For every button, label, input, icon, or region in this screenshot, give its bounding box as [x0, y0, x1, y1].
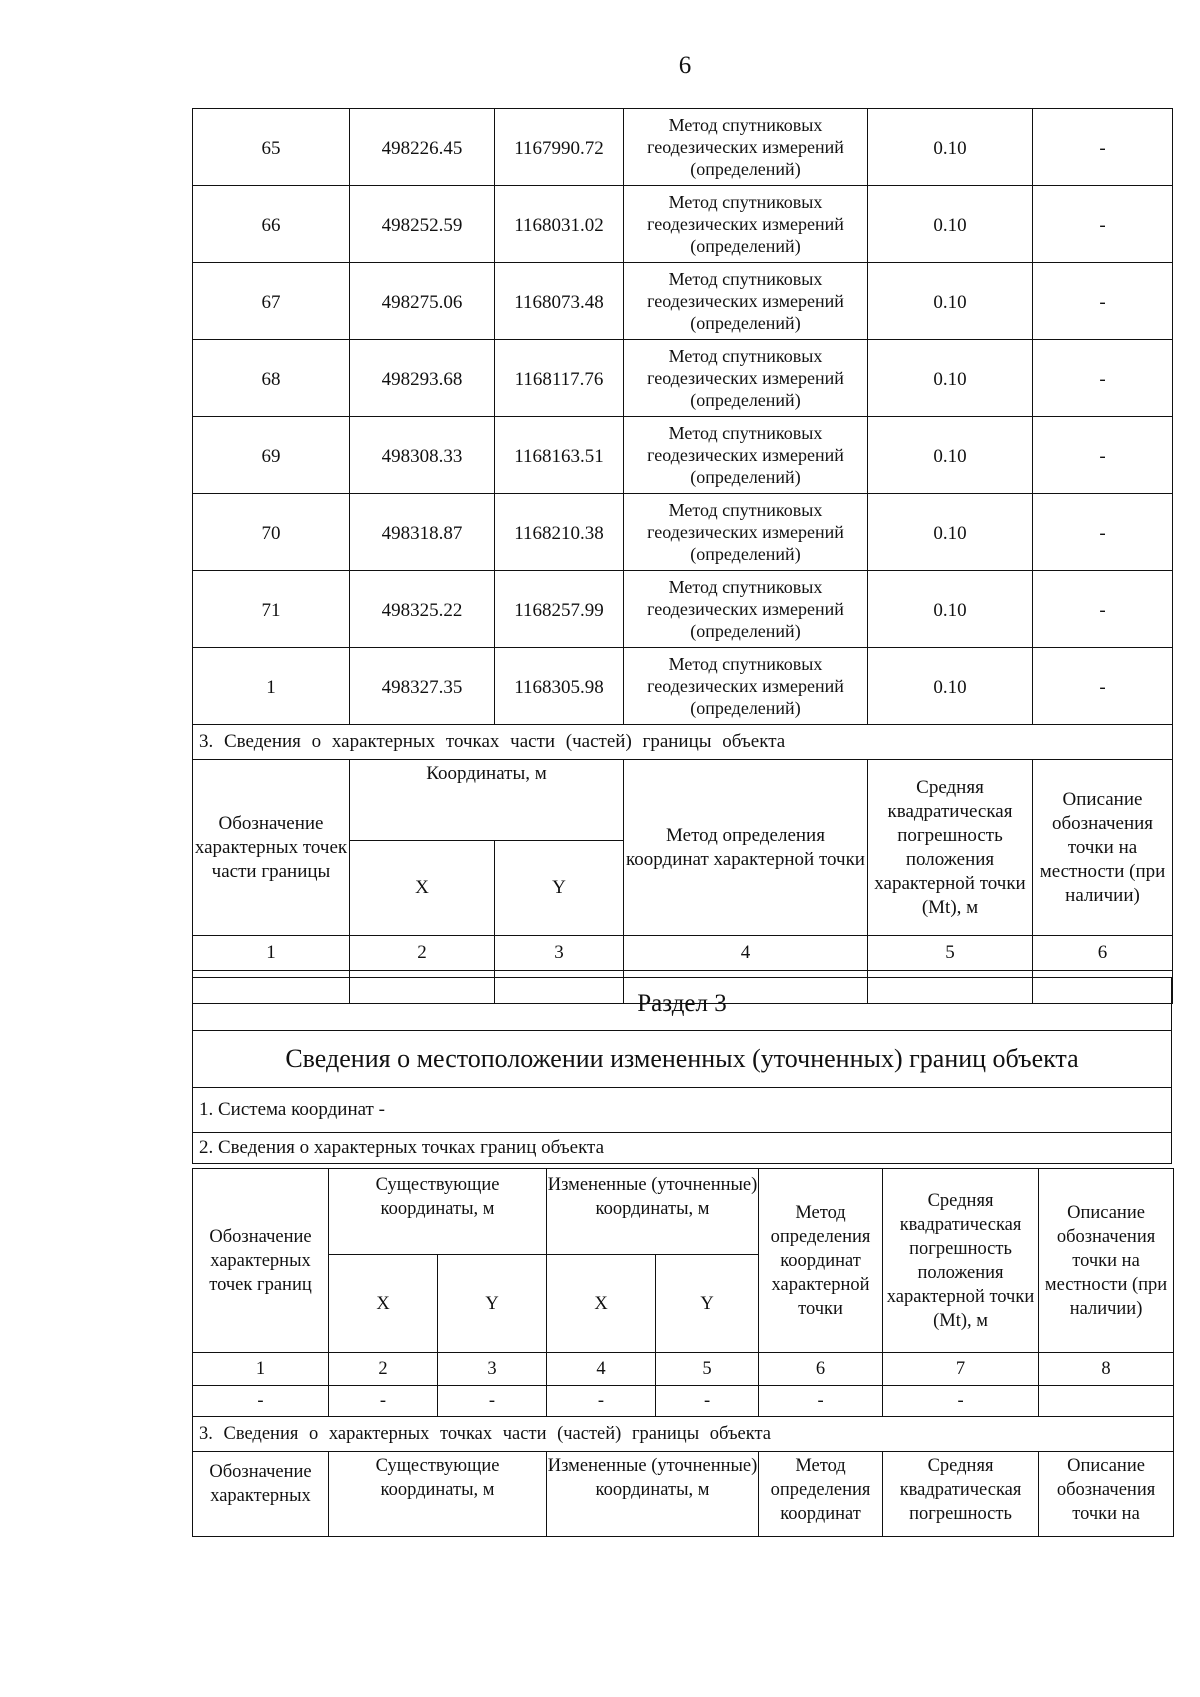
- s3-header-method: Метод определения координат характерной точки: [759, 1169, 883, 1353]
- description: -: [1033, 340, 1173, 417]
- coord-x: 498325.22: [350, 571, 495, 648]
- s3-part-header-mt: Средняя квадратическая погрешность: [883, 1452, 1039, 1537]
- s3-empty-cell: -: [438, 1386, 547, 1417]
- method-text: Метод спутниковых геодезических измерений (определений): [624, 571, 868, 648]
- part-points-title: 3. Сведения о характерных точках части (частей) границы объекта: [193, 725, 1173, 760]
- description: -: [1033, 186, 1173, 263]
- coord-x: 498327.35: [350, 648, 495, 725]
- s3-col-number: 2: [329, 1353, 438, 1386]
- point-number: 66: [193, 186, 350, 263]
- s3-header-description: Описание обозначения точки на местности (при наличии): [1039, 1169, 1174, 1353]
- header-description: Описание обозначения точки на местности (при наличии): [1033, 760, 1173, 936]
- method-text: Метод спутниковых геодезических измерений (определений): [624, 494, 868, 571]
- section3-subtitle: Сведения о местоположении измененных (уточненных) границ объекта: [193, 1031, 1172, 1088]
- s3-header-existing-y: Y: [438, 1255, 547, 1353]
- header-y: Y: [495, 841, 624, 936]
- point-number: 1: [193, 648, 350, 725]
- col-number-2: 2: [350, 936, 495, 971]
- s3-empty-cell: [1039, 1386, 1174, 1417]
- s3-header-existing: Существующие координаты, м: [329, 1169, 547, 1255]
- table-row: [193, 494, 1173, 571]
- table-row: [193, 109, 1173, 186]
- method-text: Метод спутниковых геодезических измерений (определений): [624, 186, 868, 263]
- s3-empty-cell: -: [883, 1386, 1039, 1417]
- s3-col-number: 7: [883, 1353, 1039, 1386]
- coord-y: 1167990.72: [495, 109, 624, 186]
- s3-col-number: 8: [1039, 1353, 1174, 1386]
- point-number: 68: [193, 340, 350, 417]
- s3-empty-cell: -: [547, 1386, 656, 1417]
- s3-header-changed-y: Y: [656, 1255, 759, 1353]
- s3-header-designation: Обозначение характерных точек границ: [193, 1169, 329, 1353]
- description: -: [1033, 263, 1173, 340]
- table-row: [193, 417, 1173, 494]
- s3-header-mt: Средняя квадратическая погрешность положения характерной точки (Mt), м: [883, 1169, 1039, 1353]
- header-x: X: [350, 841, 495, 936]
- coord-x: 498318.87: [350, 494, 495, 571]
- point-number: 65: [193, 109, 350, 186]
- mt-value: 0.10: [868, 648, 1033, 725]
- coord-y: 1168073.48: [495, 263, 624, 340]
- boundary-points-body: [193, 109, 1173, 725]
- header-designation: Обозначение характерных точек части границы: [193, 760, 350, 936]
- table-row: [193, 263, 1173, 340]
- coord-x: 498275.06: [350, 263, 495, 340]
- table-row: [193, 648, 1173, 725]
- col-number-5: 5: [868, 936, 1033, 971]
- page-number: 6: [678, 52, 692, 79]
- method-text: Метод спутниковых геодезических измерений (определений): [624, 648, 868, 725]
- s3-part-header-existing: Существующие координаты, м: [329, 1452, 547, 1537]
- method-text: Метод спутниковых геодезических измерений (определений): [624, 263, 868, 340]
- coord-y: 1168305.98: [495, 648, 624, 725]
- s3-empty-cell: -: [656, 1386, 759, 1417]
- s3-part-header-changed: Измененные (уточненные) координаты, м: [547, 1452, 759, 1537]
- mt-value: 0.10: [868, 494, 1033, 571]
- s3-header-changed: Измененные (уточненные) координаты, м: [547, 1169, 759, 1255]
- coord-y: 1168210.38: [495, 494, 624, 571]
- header-coordinates: Координаты, м: [350, 760, 624, 841]
- table-row: [193, 571, 1173, 648]
- s3-col-number: 4: [547, 1353, 656, 1386]
- s3-part-header-method: Метод определения координат: [759, 1452, 883, 1537]
- coord-x: 498308.33: [350, 417, 495, 494]
- s3-column-numbers: [193, 1353, 1174, 1386]
- s3-part-header-description: Описание обозначения точки на: [1039, 1452, 1174, 1537]
- s3-part-title: 3. Сведения о характерных точках части (частей) границы объекта: [193, 1417, 1174, 1452]
- s3-empty-cell: -: [193, 1386, 329, 1417]
- coord-y: 1168117.76: [495, 340, 624, 417]
- coord-x: 498226.45: [350, 109, 495, 186]
- s3-col-number: 1: [193, 1353, 329, 1386]
- description: -: [1033, 494, 1173, 571]
- mt-value: 0.10: [868, 340, 1033, 417]
- mt-value: 0.10: [868, 263, 1033, 340]
- coord-y: 1168257.99: [495, 571, 624, 648]
- s3-empty-cell: -: [759, 1386, 883, 1417]
- section3-title-table: [192, 977, 1172, 1164]
- mt-value: 0.10: [868, 571, 1033, 648]
- header-mt: Средняя квадратическая погрешность положения характерной точки (Mt), м: [868, 760, 1033, 936]
- description: -: [1033, 648, 1173, 725]
- coord-x: 498293.68: [350, 340, 495, 417]
- description: -: [1033, 417, 1173, 494]
- col-number-4: 4: [624, 936, 868, 971]
- point-number: 70: [193, 494, 350, 571]
- s3-col-number: 6: [759, 1353, 883, 1386]
- method-text: Метод спутниковых геодезических измерений (определений): [624, 109, 868, 186]
- mt-value: 0.10: [868, 417, 1033, 494]
- method-text: Метод спутниковых геодезических измерений (определений): [624, 417, 868, 494]
- changed-points-table: [192, 1168, 1174, 1537]
- description: -: [1033, 109, 1173, 186]
- points-title: 2. Сведения о характерных точках границ объекта: [193, 1133, 1172, 1164]
- col-number-6: 6: [1033, 936, 1173, 971]
- description: -: [1033, 571, 1173, 648]
- mt-value: 0.10: [868, 186, 1033, 263]
- coord-y: 1168031.02: [495, 186, 624, 263]
- header-method: Метод определения координат характерной точки: [624, 760, 868, 936]
- section3-title: Раздел 3: [193, 978, 1172, 1031]
- boundary-points-table: [192, 108, 1173, 1004]
- s3-part-header-designation: Обозначение характерных: [193, 1452, 329, 1537]
- method-text: Метод спутниковых геодезических измерений (определений): [624, 340, 868, 417]
- point-number: 67: [193, 263, 350, 340]
- point-number: 71: [193, 571, 350, 648]
- coord-system: 1. Система координат -: [193, 1088, 1172, 1133]
- s3-header-changed-x: X: [547, 1255, 656, 1353]
- table-row: [193, 340, 1173, 417]
- col-number-3: 3: [495, 936, 624, 971]
- s3-header-existing-x: X: [329, 1255, 438, 1353]
- col-number-1: 1: [193, 936, 350, 971]
- coord-x: 498252.59: [350, 186, 495, 263]
- s3-col-number: 5: [656, 1353, 759, 1386]
- s3-empty-row: [193, 1386, 1174, 1417]
- mt-value: 0.10: [868, 109, 1033, 186]
- s3-empty-cell: -: [329, 1386, 438, 1417]
- point-number: 69: [193, 417, 350, 494]
- table-row: [193, 186, 1173, 263]
- s3-col-number: 3: [438, 1353, 547, 1386]
- coord-y: 1168163.51: [495, 417, 624, 494]
